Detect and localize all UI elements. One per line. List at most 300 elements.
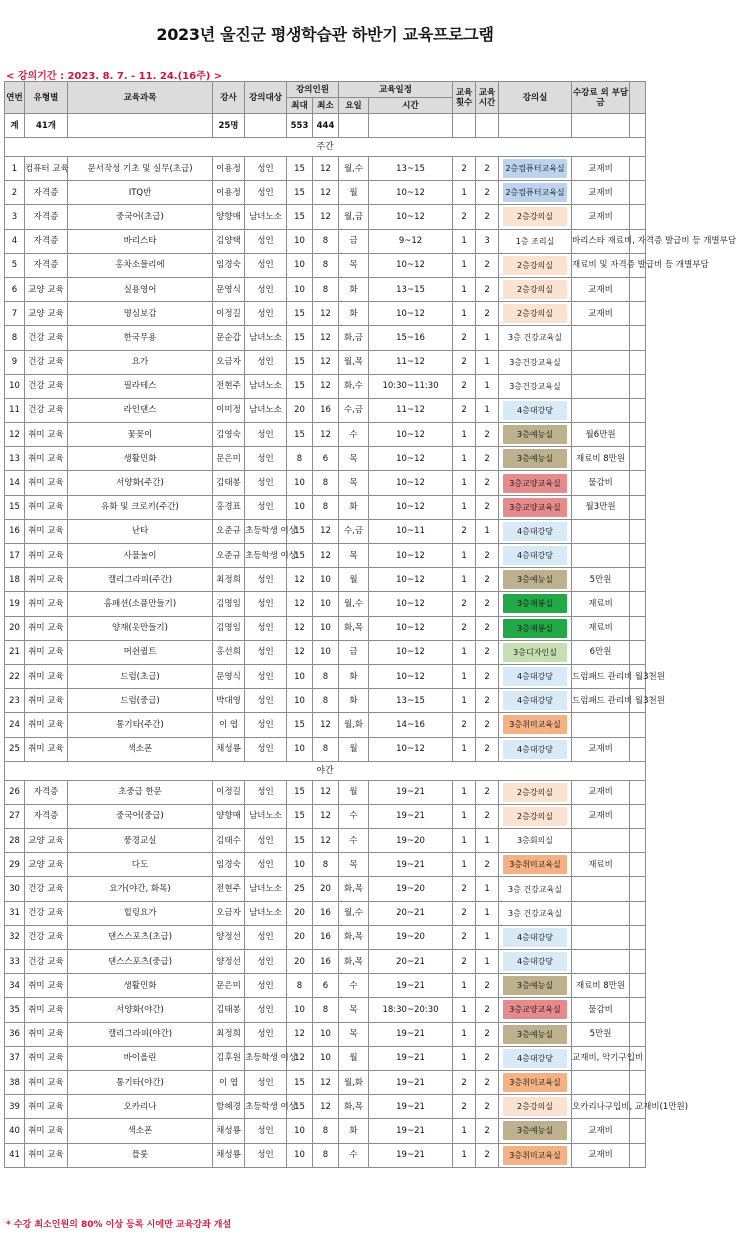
row-fee: 5만원 bbox=[572, 1022, 630, 1046]
row-room bbox=[499, 664, 572, 688]
row-time: 9~12 bbox=[369, 229, 453, 253]
row-teacher: 최정희 bbox=[213, 1022, 245, 1046]
table-row bbox=[5, 471, 646, 495]
row-teacher: 이 엽 bbox=[213, 1070, 245, 1094]
row-type: 취미 교육 bbox=[25, 998, 68, 1022]
row-hours: 2 bbox=[476, 1095, 499, 1119]
row-count: 1 bbox=[453, 568, 476, 592]
row-time: 19~21 bbox=[369, 804, 453, 828]
row-time: 10~12 bbox=[369, 592, 453, 616]
row-hours: 2 bbox=[476, 277, 499, 301]
row-cap-max: 15 bbox=[287, 804, 313, 828]
row-target: 성인 bbox=[245, 302, 287, 326]
row-cap-max: 12 bbox=[287, 640, 313, 664]
row-cap-max: 8 bbox=[287, 447, 313, 471]
row-hours: 1 bbox=[476, 350, 499, 374]
row-cap-min: 12 bbox=[313, 519, 339, 543]
row-room bbox=[499, 592, 572, 616]
row-room bbox=[499, 1070, 572, 1094]
row-time: 19~21 bbox=[369, 974, 453, 998]
row-cap-max: 12 bbox=[287, 616, 313, 640]
row-time: 11~12 bbox=[369, 398, 453, 422]
row-room bbox=[499, 544, 572, 568]
row-day: 화,목 bbox=[339, 1095, 369, 1119]
row-day: 월,수 bbox=[339, 157, 369, 181]
row-target: 성인 bbox=[245, 157, 287, 181]
table-row bbox=[5, 664, 646, 688]
row-hours: 2 bbox=[476, 253, 499, 277]
row-cap-max: 20 bbox=[287, 950, 313, 974]
room-badge: 3층예능실 bbox=[503, 449, 567, 468]
row-time: 19~20 bbox=[369, 925, 453, 949]
table-row bbox=[5, 925, 646, 949]
header-cap-min: 최소 bbox=[313, 98, 339, 114]
row-cap-max: 12 bbox=[287, 1046, 313, 1070]
table-row bbox=[5, 302, 646, 326]
row-time: 10:30~11:30 bbox=[369, 374, 453, 398]
room-badge: 4층대강당 bbox=[503, 667, 567, 686]
room-badge: 4층대강당 bbox=[503, 691, 567, 710]
table-row bbox=[5, 853, 646, 877]
row-course: 통기타(야간) bbox=[68, 1070, 213, 1094]
row-cap-min: 12 bbox=[313, 423, 339, 447]
row-course: 다도 bbox=[68, 853, 213, 877]
row-type: 자격증 bbox=[25, 804, 68, 828]
row-course: 서양화(주간) bbox=[68, 471, 213, 495]
row-number: 7 bbox=[5, 302, 25, 326]
row-teacher: 김태봉 bbox=[213, 471, 245, 495]
row-count: 1 bbox=[453, 1046, 476, 1070]
table-row bbox=[5, 157, 646, 181]
row-number: 17 bbox=[5, 544, 25, 568]
header-fee: 수강료 외 부담금 bbox=[572, 82, 630, 114]
row-room bbox=[499, 1095, 572, 1119]
row-course: 홈패션(소품만들기) bbox=[68, 592, 213, 616]
row-day: 화 bbox=[339, 495, 369, 519]
row-extra bbox=[630, 326, 646, 350]
row-time: 13~15 bbox=[369, 277, 453, 301]
row-cap-min: 12 bbox=[313, 544, 339, 568]
row-extra bbox=[630, 950, 646, 974]
row-count: 2 bbox=[453, 398, 476, 422]
row-hours: 2 bbox=[476, 689, 499, 713]
row-course: 생활민화 bbox=[68, 974, 213, 998]
row-day: 월,금 bbox=[339, 205, 369, 229]
row-teacher: 김태봉 bbox=[213, 998, 245, 1022]
table-row bbox=[5, 998, 646, 1022]
row-cap-max: 20 bbox=[287, 398, 313, 422]
row-day: 월,수 bbox=[339, 901, 369, 925]
row-type: 취미 교육 bbox=[25, 689, 68, 713]
row-cap-min: 8 bbox=[313, 253, 339, 277]
row-type: 건강 교육 bbox=[25, 374, 68, 398]
room-badge: 3층 건강교육실 bbox=[503, 880, 567, 899]
total-max: 553 bbox=[287, 114, 313, 138]
row-room bbox=[499, 998, 572, 1022]
row-count: 2 bbox=[453, 616, 476, 640]
row-day: 수,금 bbox=[339, 519, 369, 543]
row-course: 풍경교실 bbox=[68, 829, 213, 853]
row-teacher: 양정선 bbox=[213, 950, 245, 974]
row-type: 교양 교육 bbox=[25, 302, 68, 326]
row-day: 목 bbox=[339, 544, 369, 568]
row-number: 20 bbox=[5, 616, 25, 640]
row-room bbox=[499, 616, 572, 640]
row-type: 취미 교육 bbox=[25, 471, 68, 495]
row-course: 꽃꽂이 bbox=[68, 423, 213, 447]
row-hours: 1 bbox=[476, 950, 499, 974]
row-day: 월 bbox=[339, 780, 369, 804]
row-target: 성인 bbox=[245, 181, 287, 205]
row-cap-max: 15 bbox=[287, 713, 313, 737]
row-room bbox=[499, 1022, 572, 1046]
table-row bbox=[5, 229, 646, 253]
row-hours: 2 bbox=[476, 568, 499, 592]
row-target: 성인 bbox=[245, 471, 287, 495]
row-fee bbox=[572, 1070, 630, 1094]
row-fee: 월3만원 bbox=[572, 495, 630, 519]
table-row bbox=[5, 1143, 646, 1167]
row-cap-max: 15 bbox=[287, 374, 313, 398]
row-time: 10~12 bbox=[369, 253, 453, 277]
room-badge: 3층취미교육실 bbox=[503, 1146, 567, 1165]
row-room bbox=[499, 398, 572, 422]
row-course: 중국어(초급) bbox=[68, 205, 213, 229]
row-fee: 재료비 bbox=[572, 616, 630, 640]
row-extra bbox=[630, 925, 646, 949]
row-count: 2 bbox=[453, 326, 476, 350]
row-teacher: 오금자 bbox=[213, 350, 245, 374]
room-badge: 2층강의실 bbox=[503, 1097, 567, 1116]
row-hours: 1 bbox=[476, 877, 499, 901]
row-hours: 1 bbox=[476, 901, 499, 925]
row-course: 색소폰 bbox=[68, 1119, 213, 1143]
row-teacher: 김명임 bbox=[213, 616, 245, 640]
row-hours: 2 bbox=[476, 544, 499, 568]
row-cap-max: 10 bbox=[287, 998, 313, 1022]
room-badge: 4층대강당 bbox=[503, 546, 567, 565]
row-day: 월 bbox=[339, 568, 369, 592]
row-fee bbox=[572, 901, 630, 925]
row-number: 16 bbox=[5, 519, 25, 543]
row-number: 37 bbox=[5, 1046, 25, 1070]
row-target: 성인 bbox=[245, 592, 287, 616]
row-hours: 2 bbox=[476, 447, 499, 471]
row-fee bbox=[572, 877, 630, 901]
row-cap-max: 15 bbox=[287, 544, 313, 568]
row-extra bbox=[630, 737, 646, 761]
row-number: 41 bbox=[5, 1143, 25, 1167]
row-fee: 월6만원 bbox=[572, 423, 630, 447]
row-fee: 바리스타 재료비, 자격증 발급비 등 개별부담 bbox=[572, 229, 630, 253]
header-count: 교육횟수 bbox=[453, 82, 476, 114]
row-count: 1 bbox=[453, 302, 476, 326]
row-fee: 재료비 bbox=[572, 592, 630, 616]
row-number: 2 bbox=[5, 181, 25, 205]
room-badge: 4층대강당 bbox=[503, 1049, 567, 1068]
section-night-row bbox=[5, 761, 646, 780]
row-number: 26 bbox=[5, 780, 25, 804]
row-cap-max: 12 bbox=[287, 592, 313, 616]
row-teacher: 문영식 bbox=[213, 664, 245, 688]
header-hours: 교육시간 bbox=[476, 82, 499, 114]
row-room bbox=[499, 326, 572, 350]
header-capacity: 강의인원 bbox=[287, 82, 339, 98]
row-fee: 교재비 bbox=[572, 1143, 630, 1167]
room-badge: 3층재봉실 bbox=[503, 619, 567, 638]
row-day: 월 bbox=[339, 737, 369, 761]
row-extra bbox=[630, 374, 646, 398]
row-course: 오카리나 bbox=[68, 1095, 213, 1119]
row-course: 바리스타 bbox=[68, 229, 213, 253]
row-time: 19~21 bbox=[369, 1119, 453, 1143]
page-title: 2023년 울진군 평생학습관 하반기 교육프로그램 bbox=[156, 25, 494, 44]
row-cap-min: 10 bbox=[313, 568, 339, 592]
row-room bbox=[499, 974, 572, 998]
row-fee: 물감비 bbox=[572, 471, 630, 495]
row-teacher: 오준규 bbox=[213, 519, 245, 543]
row-cap-max: 20 bbox=[287, 925, 313, 949]
row-teacher: 이용정 bbox=[213, 181, 245, 205]
row-cap-min: 16 bbox=[313, 925, 339, 949]
table-row bbox=[5, 592, 646, 616]
row-cap-max: 15 bbox=[287, 423, 313, 447]
row-type: 취미 교육 bbox=[25, 592, 68, 616]
row-number: 6 bbox=[5, 277, 25, 301]
row-type: 자격증 bbox=[25, 780, 68, 804]
row-fee: 교재비 bbox=[572, 302, 630, 326]
room-badge: 4층대강당 bbox=[503, 740, 567, 759]
row-target: 성인 bbox=[245, 616, 287, 640]
row-room bbox=[499, 689, 572, 713]
row-hours: 3 bbox=[476, 229, 499, 253]
table-row bbox=[5, 1022, 646, 1046]
row-course: 서양화(야간) bbox=[68, 998, 213, 1022]
row-cap-min: 8 bbox=[313, 689, 339, 713]
row-room bbox=[499, 1119, 572, 1143]
row-time: 19~21 bbox=[369, 1143, 453, 1167]
row-type: 취미 교육 bbox=[25, 1095, 68, 1119]
row-fee bbox=[572, 544, 630, 568]
row-cap-min: 16 bbox=[313, 901, 339, 925]
row-number: 3 bbox=[5, 205, 25, 229]
row-hours: 2 bbox=[476, 616, 499, 640]
row-time: 11~12 bbox=[369, 350, 453, 374]
row-fee: 교재비, 악기구입비 bbox=[572, 1046, 630, 1070]
row-cap-min: 12 bbox=[313, 780, 339, 804]
row-cap-max: 15 bbox=[287, 326, 313, 350]
row-target: 성인 bbox=[245, 229, 287, 253]
row-extra bbox=[630, 780, 646, 804]
row-teacher: 홍경표 bbox=[213, 495, 245, 519]
lecture-period: < 강의기간 : 2023. 8. 7. - 11. 24.(16주) > bbox=[6, 71, 223, 82]
row-cap-max: 12 bbox=[287, 568, 313, 592]
row-course: 유화 및 크로키(주간) bbox=[68, 495, 213, 519]
room-badge: 3층건강교육실 bbox=[503, 377, 567, 396]
row-cap-max: 10 bbox=[287, 1119, 313, 1143]
row-cap-min: 12 bbox=[313, 804, 339, 828]
row-teacher: 함혜경 bbox=[213, 1095, 245, 1119]
row-fee: 6만원 bbox=[572, 640, 630, 664]
room-badge: 3층예능실 bbox=[503, 976, 567, 995]
row-fee: 물감비 bbox=[572, 998, 630, 1022]
row-cap-min: 6 bbox=[313, 447, 339, 471]
row-course: 댄스스포츠(초급) bbox=[68, 925, 213, 949]
row-room bbox=[499, 737, 572, 761]
row-count: 1 bbox=[453, 1143, 476, 1167]
row-hours: 2 bbox=[476, 423, 499, 447]
row-cap-max: 15 bbox=[287, 1070, 313, 1094]
room-badge: 4층대강당 bbox=[503, 522, 567, 541]
row-target: 성인 bbox=[245, 350, 287, 374]
row-number: 10 bbox=[5, 374, 25, 398]
row-number: 4 bbox=[5, 229, 25, 253]
room-badge: 3층교양교육실 bbox=[503, 498, 567, 517]
total-label: 계 bbox=[5, 114, 25, 138]
row-teacher: 문순갑 bbox=[213, 326, 245, 350]
row-room bbox=[499, 568, 572, 592]
row-type: 건강 교육 bbox=[25, 326, 68, 350]
row-course: 댄스스포츠(중급) bbox=[68, 950, 213, 974]
row-cap-min: 8 bbox=[313, 1143, 339, 1167]
row-teacher: 이 엽 bbox=[213, 713, 245, 737]
row-teacher: 김명임 bbox=[213, 592, 245, 616]
row-target: 남녀노소 bbox=[245, 901, 287, 925]
row-teacher: 채성룡 bbox=[213, 1143, 245, 1167]
row-extra bbox=[630, 181, 646, 205]
row-room bbox=[499, 829, 572, 853]
row-teacher: 오금자 bbox=[213, 901, 245, 925]
row-extra bbox=[630, 1119, 646, 1143]
row-time: 14~16 bbox=[369, 713, 453, 737]
row-day: 목 bbox=[339, 447, 369, 471]
row-teacher: 이정길 bbox=[213, 302, 245, 326]
row-time: 10~12 bbox=[369, 664, 453, 688]
row-day: 화 bbox=[339, 664, 369, 688]
row-teacher: 전현주 bbox=[213, 877, 245, 901]
total-types: 41개 bbox=[25, 114, 68, 138]
row-room bbox=[499, 423, 572, 447]
table-row bbox=[5, 398, 646, 422]
row-fee bbox=[572, 925, 630, 949]
row-course: ITQ반 bbox=[68, 181, 213, 205]
row-fee bbox=[572, 713, 630, 737]
row-fee bbox=[572, 950, 630, 974]
row-cap-max: 15 bbox=[287, 350, 313, 374]
row-fee: 교재비 bbox=[572, 205, 630, 229]
row-hours: 2 bbox=[476, 1119, 499, 1143]
row-count: 1 bbox=[453, 640, 476, 664]
room-badge: 2층컴퓨터교육실 bbox=[503, 183, 567, 202]
room-badge: 2층강의실 bbox=[503, 807, 567, 826]
row-target: 성인 bbox=[245, 737, 287, 761]
row-hours: 2 bbox=[476, 1022, 499, 1046]
row-time: 10~12 bbox=[369, 495, 453, 519]
row-time: 18:30~20:30 bbox=[369, 998, 453, 1022]
row-course: 요가 bbox=[68, 350, 213, 374]
row-cap-min: 8 bbox=[313, 277, 339, 301]
total-min: 444 bbox=[313, 114, 339, 138]
row-day: 화,목 bbox=[339, 877, 369, 901]
table-row bbox=[5, 737, 646, 761]
row-cap-min: 20 bbox=[313, 877, 339, 901]
room-badge: 2층강의실 bbox=[503, 783, 567, 802]
room-badge: 4층대강당 bbox=[503, 952, 567, 971]
row-time: 10~12 bbox=[369, 616, 453, 640]
table-row bbox=[5, 950, 646, 974]
row-course: 드럼(초급) bbox=[68, 664, 213, 688]
table-row bbox=[5, 519, 646, 543]
row-course: 드럼(중급) bbox=[68, 689, 213, 713]
row-number: 29 bbox=[5, 853, 25, 877]
row-count: 1 bbox=[453, 804, 476, 828]
row-hours: 2 bbox=[476, 495, 499, 519]
row-target: 성인 bbox=[245, 447, 287, 471]
row-extra bbox=[630, 277, 646, 301]
row-hours: 2 bbox=[476, 1046, 499, 1070]
row-teacher: 문은미 bbox=[213, 974, 245, 998]
row-room bbox=[499, 950, 572, 974]
row-cap-min: 12 bbox=[313, 302, 339, 326]
row-type: 건강 교육 bbox=[25, 350, 68, 374]
row-number: 24 bbox=[5, 713, 25, 737]
row-course: 실용영어 bbox=[68, 277, 213, 301]
row-teacher: 오준규 bbox=[213, 544, 245, 568]
room-badge: 3층 건강교육실 bbox=[503, 904, 567, 923]
row-cap-max: 10 bbox=[287, 277, 313, 301]
row-cap-min: 12 bbox=[313, 205, 339, 229]
row-count: 1 bbox=[453, 495, 476, 519]
row-type: 건강 교육 bbox=[25, 950, 68, 974]
footnote: * 수강 최소인원의 80% 이상 등록 시에만 교육강좌 개설 bbox=[6, 1220, 232, 1230]
row-extra bbox=[630, 544, 646, 568]
row-type: 취미 교육 bbox=[25, 974, 68, 998]
row-cap-max: 25 bbox=[287, 877, 313, 901]
row-extra bbox=[630, 423, 646, 447]
row-cap-max: 15 bbox=[287, 205, 313, 229]
row-cap-min: 12 bbox=[313, 1070, 339, 1094]
row-fee: 재료비 8만원 bbox=[572, 974, 630, 998]
row-count: 1 bbox=[453, 664, 476, 688]
table-row bbox=[5, 804, 646, 828]
row-count: 1 bbox=[453, 1022, 476, 1046]
row-number: 32 bbox=[5, 925, 25, 949]
table-row bbox=[5, 326, 646, 350]
row-cap-min: 6 bbox=[313, 974, 339, 998]
row-fee: 드럼패드 관리비 월3천원 bbox=[572, 664, 630, 688]
row-type: 취미 교육 bbox=[25, 640, 68, 664]
row-target: 초등학생 이상 bbox=[245, 1046, 287, 1070]
row-count: 1 bbox=[453, 780, 476, 804]
row-course: 힐링요가 bbox=[68, 901, 213, 925]
row-room bbox=[499, 302, 572, 326]
row-room bbox=[499, 495, 572, 519]
row-extra bbox=[630, 495, 646, 519]
row-fee: 교재비 bbox=[572, 277, 630, 301]
row-extra bbox=[630, 592, 646, 616]
row-day: 수 bbox=[339, 804, 369, 828]
row-count: 2 bbox=[453, 901, 476, 925]
row-hours: 2 bbox=[476, 780, 499, 804]
row-hours: 1 bbox=[476, 519, 499, 543]
row-cap-max: 10 bbox=[287, 495, 313, 519]
row-extra bbox=[630, 1022, 646, 1046]
row-number: 15 bbox=[5, 495, 25, 519]
row-extra bbox=[630, 901, 646, 925]
room-badge: 4층대강당 bbox=[503, 401, 567, 420]
table-row bbox=[5, 780, 646, 804]
row-day: 월,수 bbox=[339, 592, 369, 616]
